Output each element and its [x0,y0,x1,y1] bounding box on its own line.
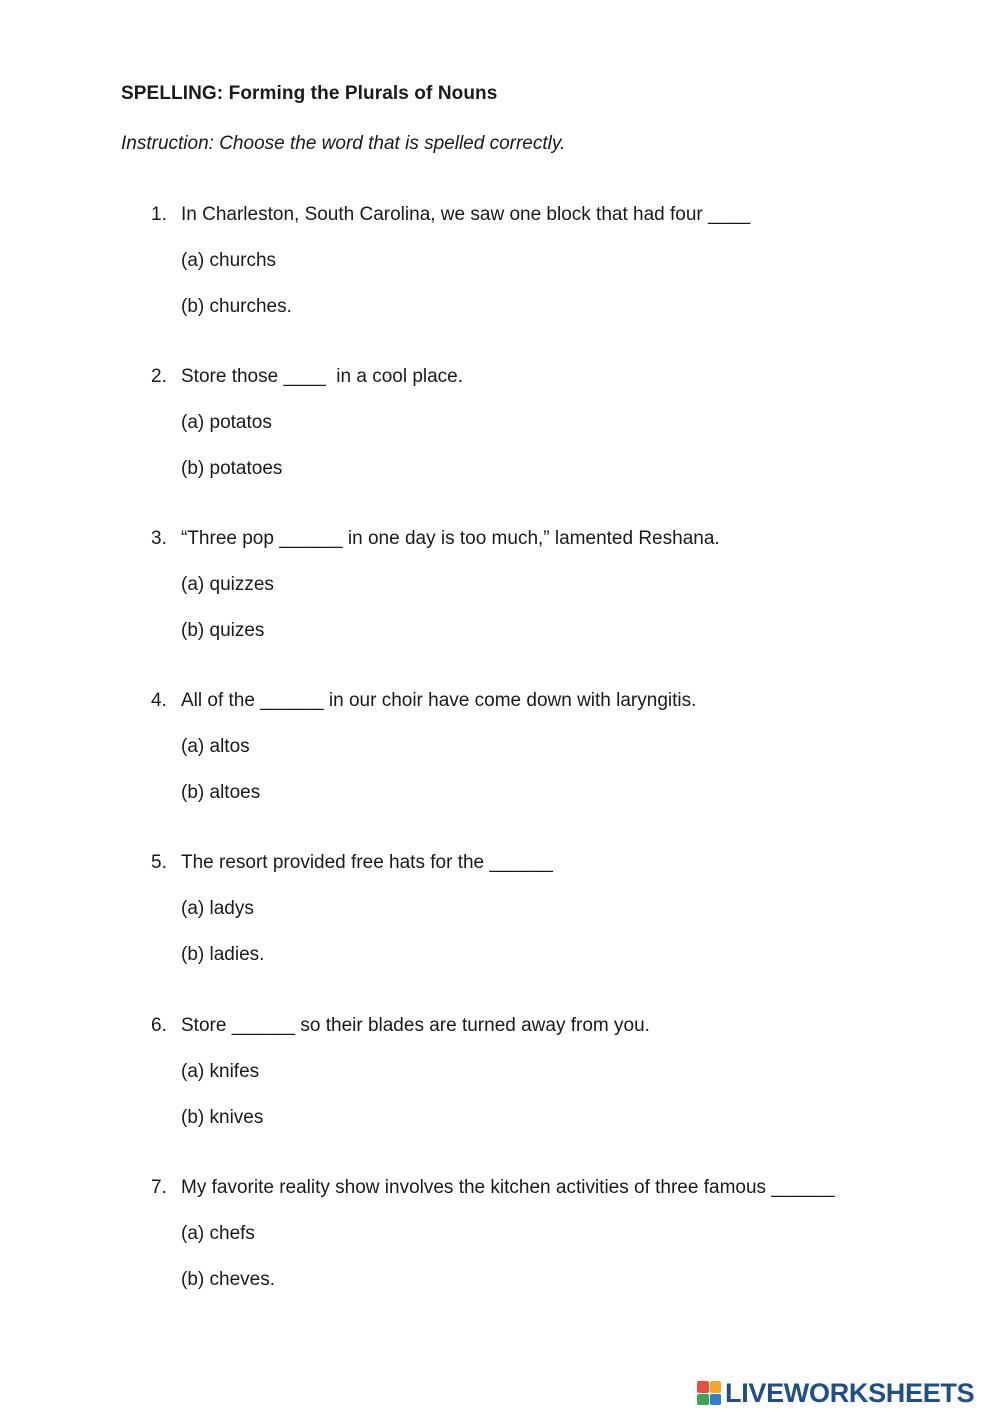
option-a[interactable]: (a) ladys [181,898,254,919]
logo-tile [697,1394,709,1406]
option-a[interactable]: (a) chefs [181,1223,255,1244]
question-text: The resort provided free hats for the ______ [181,852,553,873]
option-b[interactable]: (b) quizes [181,620,265,641]
option-a[interactable]: (a) churchs [181,250,277,271]
question-number: 5. [151,852,167,873]
logo-tile [697,1381,709,1393]
option-a[interactable]: (a) knifes [181,1061,260,1082]
option-b[interactable]: (b) altoes [181,782,261,803]
page-title: SPELLING: Forming the Plurals of Nouns [121,83,498,104]
option-b[interactable]: (b) ladies. [181,944,265,965]
option-b[interactable]: (b) potatoes [181,458,283,479]
instruction-text: Instruction: Choose the word that is spelled correctly. [121,133,566,154]
option-a[interactable]: (a) quizzes [181,574,274,595]
option-a[interactable]: (a) potatos [181,412,272,433]
option-a[interactable]: (a) altos [181,736,250,757]
option-b[interactable]: (b) churches. [181,296,292,317]
question-number: 6. [151,1015,167,1036]
liveworksheets-logo[interactable] [697,1378,974,1408]
question-number: 7. [151,1177,167,1198]
question-text: “Three pop ______ in one day is too much,” lamented Reshana. [181,528,720,549]
question-text: All of the ______ in our choir have come down with laryngitis. [181,690,697,711]
logo-tile [710,1381,722,1393]
question-number: 4. [151,690,167,711]
question-text: In Charleston, South Carolina, we saw one block that had four ____ [181,204,751,225]
question-text: Store those ____ in a cool place. [181,366,464,387]
question-number: 3. [151,528,167,549]
option-b[interactable]: (b) cheves. [181,1269,275,1290]
question-number: 1. [151,204,167,225]
option-b[interactable]: (b) knives [181,1107,264,1128]
logo-tile [710,1394,722,1406]
question-number: 2. [151,366,167,387]
question-text: My favorite reality show involves the kitchen activities of three famous ______ [181,1177,835,1198]
brand-name: LIVEWORKSHEETS [725,1377,975,1408]
liveworksheets-logo-icon [697,1381,721,1405]
question-text: Store ______ so their blades are turned away from you. [181,1015,650,1036]
